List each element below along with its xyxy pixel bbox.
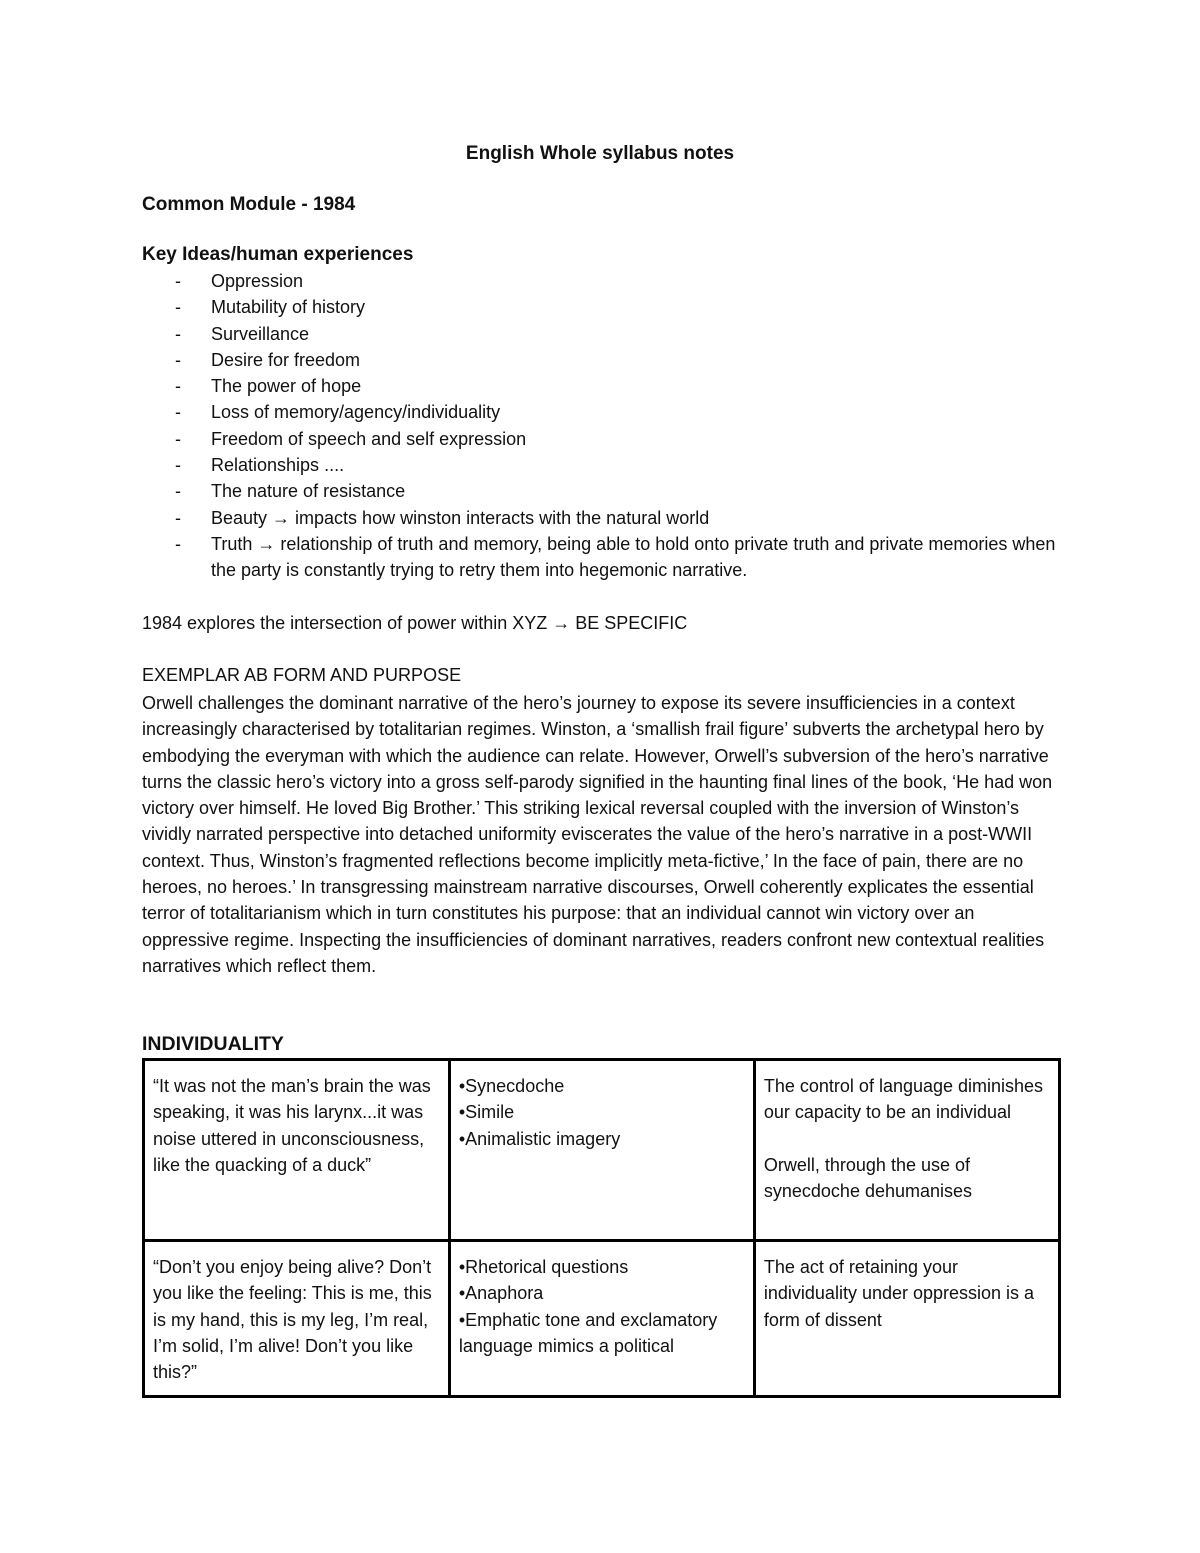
techniques-list: [459, 1073, 745, 1152]
analysis-cell: [754, 1241, 1059, 1397]
key-idea-text: Truth → relationship of truth and memory, being able to hold onto private truth and private memories when the party is constantly trying to retry them into hegemonic narrative.: [211, 533, 1056, 581]
dash-bullet-icon: -: [175, 533, 181, 554]
list-item: [142, 321, 1062, 347]
dash-bullet-icon: -: [175, 271, 181, 291]
analysis-text: Orwell, through the use of synecdoche dehumanises: [763, 1154, 973, 1201]
list-item: [142, 294, 1062, 320]
list-item: [142, 347, 1062, 373]
technique-item: • Synecdoche: [459, 1073, 745, 1099]
list-item: [142, 505, 1062, 531]
analysis-text: The control of language diminishes our capacity to be an individual: [763, 1076, 1044, 1123]
list-item: [142, 268, 1062, 294]
module-heading: Common Module - 1984: [142, 194, 356, 215]
table-row: [144, 1060, 1060, 1241]
exemplar-heading: EXEMPLAR AB FORM AND PURPOSE: [142, 665, 462, 685]
technique-item: • Anaphora: [459, 1280, 745, 1306]
technique-continuation: language mimics a political: [458, 1335, 674, 1356]
document-title: English Whole syllabus notes: [465, 143, 735, 164]
quote-cell: [144, 1241, 450, 1397]
techniques-list: [459, 1254, 745, 1333]
dash-bullet-icon: -: [175, 376, 181, 397]
list-item: [142, 531, 1062, 584]
quote-cell: [144, 1060, 450, 1241]
technique-item: • Rhetorical questions: [459, 1254, 745, 1280]
techniques-cell: [449, 1241, 754, 1397]
technique-item: • Simile: [459, 1099, 745, 1125]
quote-text: “It was not the man’s brain the was speaking, it was his larynx...it was noise uttered in unconsciousness, like the quacking of a duck”: [153, 1076, 431, 1175]
key-idea-text: Beauty → impacts how winston interacts with the natural world: [211, 507, 710, 528]
technique-item: • Emphatic tone and exclamatory: [459, 1307, 745, 1333]
dash-bullet-icon: -: [175, 455, 181, 476]
individuality-heading: INDIVIDUALITY: [142, 1033, 284, 1055]
key-idea-text: Relationships ....: [211, 455, 345, 476]
key-idea-text: The power of hope: [211, 376, 362, 397]
list-item: [142, 373, 1062, 399]
individuality-table: [142, 1058, 1061, 1398]
dash-bullet-icon: -: [175, 481, 181, 502]
key-ideas-list: [142, 268, 1062, 584]
list-item: [142, 399, 1062, 425]
exemplar-paragraph: Orwell challenges the dominant narrative of the hero’s journey to expose its severe insufficiencies in a context increasingly characterised by totalitarian regimes. Winston, a ‘smallish frail figure’ subverts the archetypal hero by embodying the everyman with which the audience can relate. However, Orwell’s subversion of the hero’s narrative turns the classic hero’s victory into a gross self-parody signified in the haunting final lines of the book, ‘He had won victory over himself. He loved Big Brother.’ This striking lexical reversal coupled with the inversion of Winston’s vividly narrated perspective into detached uniformity eviscerates the value of the hero’s narrative in a post-WWII context. Thus, Winston’s fragmented reflections become implicitly meta-fictive,’ In the face of pain, there are no heroes, no heroes.’ In transgressing mainstream narrative discourses, Orwell coherently explicates the essential terror of totalitarianism which in turn constitutes his purpose: that an individual cannot win victory over an oppressive regime. Inspecting the insufficiencies of dominant narratives, readers confront new contextual realities narratives which reflect them.: [142, 693, 1053, 976]
key-idea-text: Freedom of speech and self expression: [211, 428, 527, 449]
key-idea-text: Oppression: [211, 271, 304, 291]
technique-item: • Animalistic imagery: [459, 1126, 745, 1152]
key-idea-text: Loss of memory/agency/individuality: [211, 402, 501, 423]
key-idea-text: Desire for freedom: [211, 349, 361, 370]
key-idea-text: The nature of resistance: [211, 481, 406, 502]
list-item: [142, 478, 1062, 504]
dash-bullet-icon: -: [175, 323, 181, 344]
quote-text: “Don’t you enjoy being alive? Don’t you like the feeling: This is me, this is my hand, this is my leg, I’m real, I’m solid, I’m alive! Don’t you like this?”: [153, 1257, 432, 1383]
key-idea-text: Surveillance: [211, 323, 310, 344]
list-item: [142, 452, 1062, 478]
paragraph-gap: [764, 1126, 1050, 1152]
dash-bullet-icon: -: [175, 297, 181, 318]
dash-bullet-icon: -: [175, 428, 181, 449]
dash-bullet-icon: -: [175, 402, 181, 423]
dash-bullet-icon: -: [175, 507, 181, 528]
techniques-cell: [449, 1060, 754, 1241]
analysis-cell: [754, 1060, 1059, 1241]
dash-bullet-icon: -: [175, 349, 181, 370]
list-item: [142, 426, 1062, 452]
intersection-line: 1984 explores the intersection of power within XYZ → BE SPECIFIC: [142, 613, 688, 633]
key-ideas-heading: Key Ideas/human experiences: [142, 244, 414, 265]
key-idea-text: Mutability of history: [211, 297, 366, 318]
analysis-text: The act of retaining your individuality under oppression is a form of dissent: [763, 1257, 1035, 1330]
table-row: [144, 1241, 1060, 1397]
